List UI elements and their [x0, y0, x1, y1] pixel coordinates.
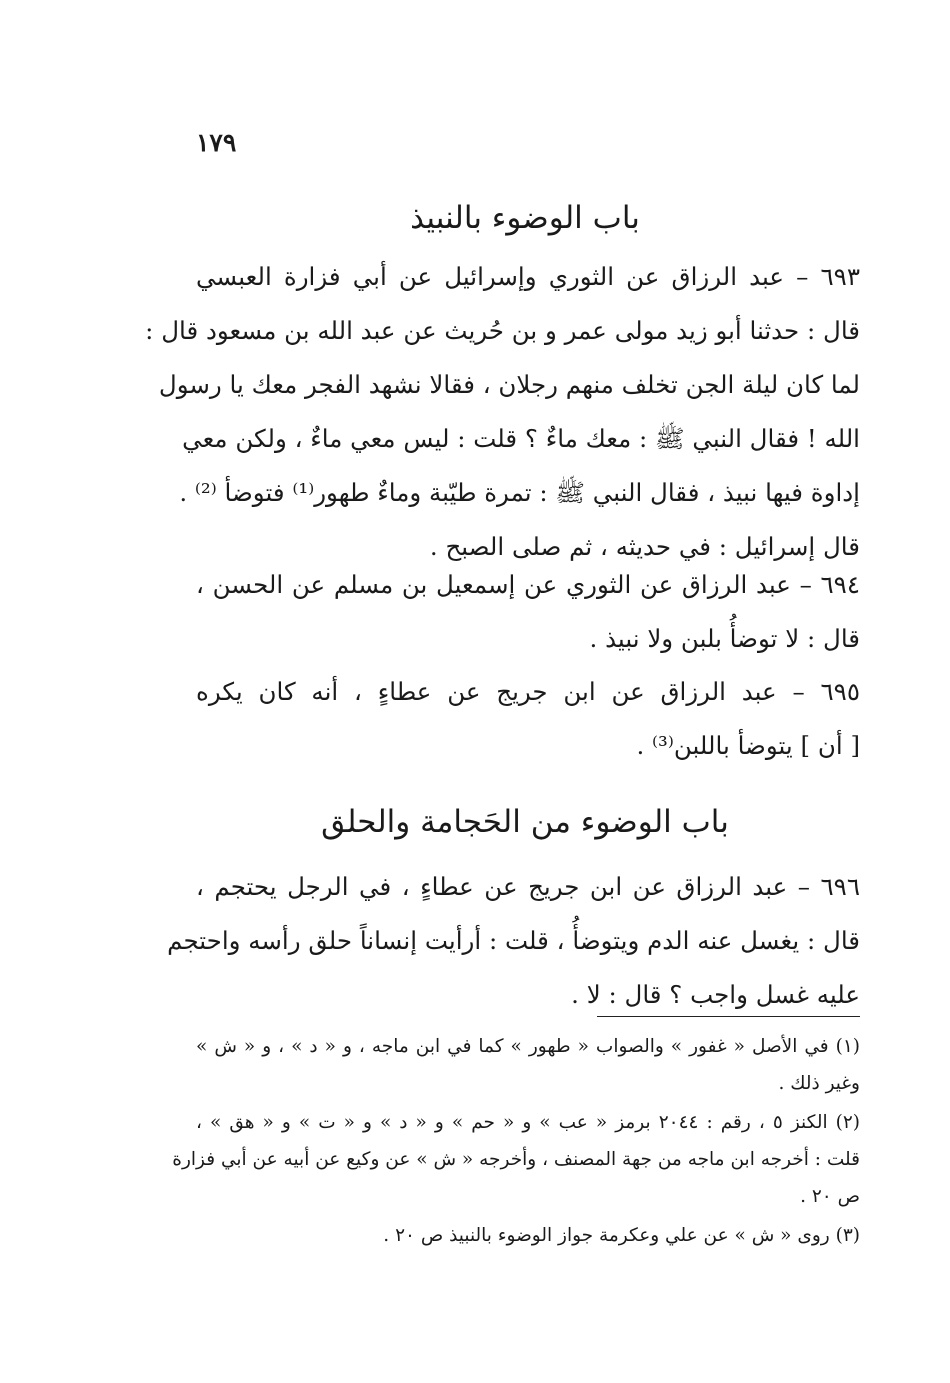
footnotes: [172, 1028, 861, 1254]
hadith-entry: [167, 860, 860, 1022]
section-heading: باب الوضوء من الحَجامة والحلق: [321, 804, 729, 840]
footnote-line: (٢) الكنز ٥ ، رقم : ٢٠٤٤ برمز « عب » و « حم » و « د » و « ت » و « هق » ،: [196, 1112, 861, 1133]
footnote: [196, 1028, 860, 1102]
footnote-line: وغير ذلك .: [778, 1073, 860, 1094]
footnote: [196, 1217, 860, 1254]
text-line: ٦٩٤ – عبد الرزاق عن الثوري عن إسمعيل بن مسلم عن الحسن ،: [196, 570, 860, 599]
text-line: [ أن ] يتوضأ باللبن⁽³⁾ .: [636, 731, 860, 760]
text-line: قال إسرائيل : في حديثه ، ثم صلى الصبح .: [429, 532, 860, 561]
text-line: الله ! فقال النبي ﷺ : معك ماءٌ ؟ قلت : ليس معي ماءٌ ، ولكن معي: [182, 424, 860, 453]
text-line: عليه غسل واجب ؟ قال : لا .: [571, 980, 860, 1009]
footnote: [172, 1104, 861, 1215]
text-line: إداوة فيها نبيذ ، فقال النبي ﷺ : تمرة طيّبة وماءٌ طهور⁽¹⁾ فتوضأ ⁽²⁾ .: [179, 478, 860, 507]
text-line: قال : لا توضأُ بلبن ولا نبيذ .: [589, 624, 860, 653]
text-line: لما كان ليلة الجن تخلف منهم رجلان ، فقالا نشهد الفجر معك يا رسول: [158, 370, 860, 399]
hadith-entry: [196, 558, 860, 666]
footnote-line: ص ٢٠ .: [800, 1186, 860, 1207]
footnote-line: قلت : أخرجه ابن ماجه من جهة المصنف ، وأخرجه « ش » عن وكيع عن أبيه عن أبي فزارة: [172, 1149, 860, 1170]
text-line: ٦٩٥ – عبد الرزاق عن ابن جريج عن عطاءٍ ، أنه كان يكره: [196, 677, 860, 706]
footnote-divider: [597, 1016, 860, 1017]
hadith-entry: [145, 250, 860, 574]
section-heading: باب الوضوء بالنبيذ: [410, 200, 640, 236]
text-line: ٦٩٦ – عبد الرزاق عن ابن جريج عن عطاءٍ ، في الرجل يحتجم ،: [196, 872, 860, 901]
page-number: ١٧٩: [196, 128, 237, 157]
footnote-line: (٣) روى « ش » عن علي وعكرمة جواز الوضوء بالنبيذ ص ٢٠ .: [383, 1225, 860, 1246]
text-line: قال : يغسل عنه الدم ويتوضأُ ، قلت : أرأيت إنساناً حلق رأسه واحتجم: [167, 926, 860, 955]
footnote-line: (١) في الأصل « غفور » والصواب « طهور » كما في ابن ماجه ، و « د » ، و « ش »: [196, 1036, 860, 1057]
text-line: ٦٩٣ – عبد الرزاق عن الثوري وإسرائيل عن أبي فزارة العبسي: [196, 262, 860, 291]
text-line: قال : حدثنا أبو زيد مولى عمر و بن حُريث عن عبد الله بن مسعود قال :: [145, 316, 860, 345]
hadith-entry: [196, 665, 860, 773]
